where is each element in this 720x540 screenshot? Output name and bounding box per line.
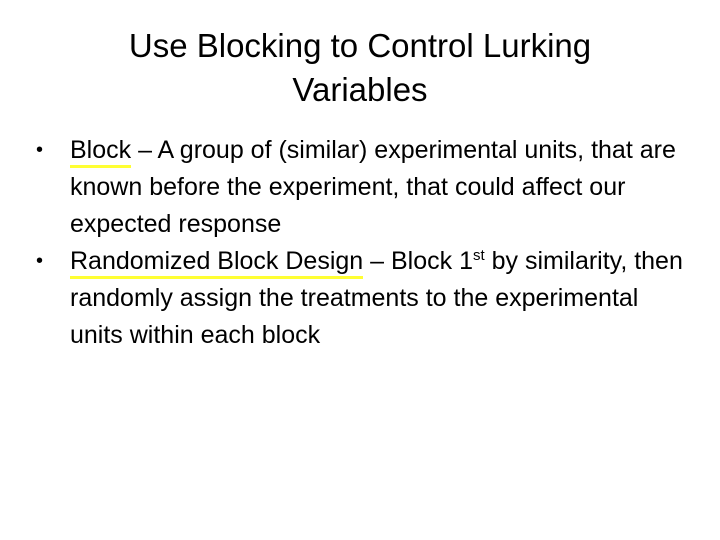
slide-title — [60, 24, 660, 112]
title-line-1: Use Blocking to Control Lurking — [128, 27, 592, 64]
title-line-2: Variables — [292, 71, 428, 108]
definition-block: – A group of (similar) experimental units, that are known before the experiment, that could affect our expected response — [70, 136, 676, 238]
bullet-dot-icon: • — [36, 139, 44, 161]
term-randomized-block-design: Randomized Block Design — [70, 247, 363, 279]
bullet-block — [36, 132, 686, 243]
definition-part-1: – Block 1 — [363, 247, 473, 275]
bullet-randomized-block-design — [36, 243, 686, 354]
definition-part-2: by similarity, then randomly assign the treatments to the experimental units within each block — [70, 247, 683, 349]
bullet-dot-icon: • — [36, 250, 44, 272]
term-block: Block — [70, 136, 131, 168]
bullet-list — [36, 132, 686, 354]
superscript-st: st — [472, 247, 485, 264]
